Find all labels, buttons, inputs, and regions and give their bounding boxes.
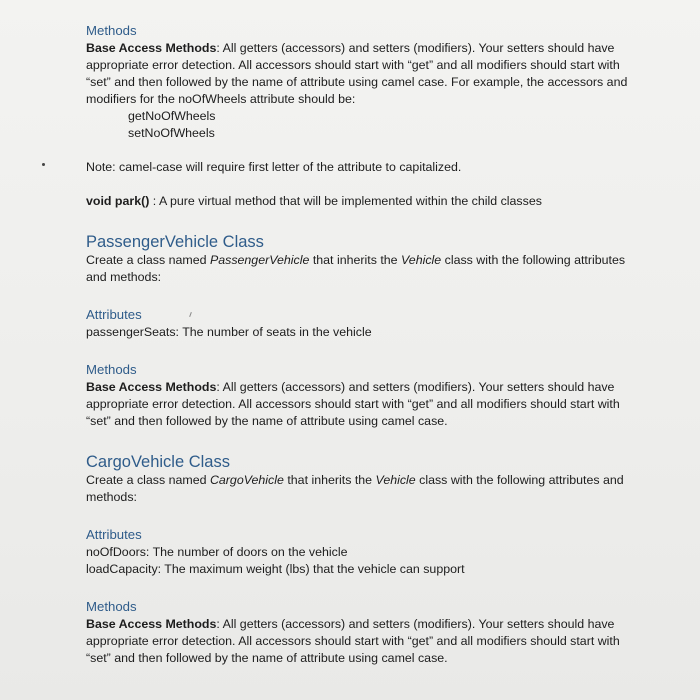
attribute-item: passengerSeats: The number of seats in the vehicle: [86, 325, 372, 339]
vehicle-methods-section: [86, 22, 646, 210]
stray-mark: [42, 163, 45, 166]
methods-subheading: Methods: [86, 362, 137, 377]
parent-class-name: Vehicle: [375, 473, 416, 487]
park-method-label: void park(): [86, 194, 150, 208]
intro-text: that inherits the: [283, 473, 376, 487]
intro-text: that inherits the: [309, 253, 401, 267]
intro-text: class with the following attributes and methods:: [86, 253, 626, 284]
base-access-text: : All getters (accessors) and setters (modifiers). Your setters should have appropriate error detection. All accessors should start with “get” and all modifiers should start with “set” and then followed by the name of attribute using camel case.: [86, 617, 620, 665]
passenger-vehicle-section: [86, 232, 646, 430]
attributes-subheading: Attributes: [86, 527, 142, 542]
camel-case-note: Note: camel-case will require first letter of the attribute to capitalized.: [86, 160, 462, 174]
attributes-subheading: Attributes: [86, 307, 142, 322]
park-method-paragraph: [86, 193, 646, 210]
attribute-item: loadCapacity: The maximum weight (lbs) that the vehicle can support: [86, 562, 465, 576]
class-name: PassengerVehicle: [209, 253, 310, 267]
intro-text: Create a class named: [86, 253, 210, 267]
base-access-text: : All getters (accessors) and setters (modifiers). Your setters should have appropriate error detection. All accessors should start with “get” and all modifiers should start with “set” and then followed by the name of attribute using camel case.: [86, 380, 620, 428]
class-name: CargoVehicle: [209, 473, 284, 487]
base-access-text: : All getters (accessors) and setters (modifiers). Your setters should have appropriate error detection. All accessors should start with “get” and all modifiers should start with “set” and then followed by the name of attribute using camel case. For example, the accessors and modifiers for the noOfWheels attribute should be:: [86, 41, 628, 106]
park-method-text: : A pure virtual method that will be implemented within the child classes: [149, 194, 542, 208]
passenger-intro: [86, 252, 646, 286]
methods-subheading: Methods: [86, 599, 137, 614]
base-access-label: Base Access Methods: [86, 617, 217, 631]
cargo-vehicle-heading: CargoVehicle Class: [86, 453, 230, 471]
passenger-vehicle-heading: PassengerVehicle Class: [86, 233, 264, 251]
base-access-paragraph: [86, 40, 646, 108]
intro-text: class with the following attributes and methods:: [86, 473, 624, 504]
document-page: [86, 22, 646, 667]
getter-example: getNoOfWheels: [128, 109, 216, 123]
intro-text: Create a class named: [86, 473, 210, 487]
base-access-paragraph: [86, 379, 646, 430]
methods-subheading: Methods: [86, 23, 137, 38]
cargo-vehicle-section: [86, 452, 646, 667]
base-access-label: Base Access Methods: [86, 41, 217, 55]
parent-class-name: Vehicle: [401, 253, 442, 267]
base-access-label: Base Access Methods: [86, 380, 217, 394]
attribute-item: noOfDoors: The number of doors on the vehicle: [86, 545, 348, 559]
base-access-paragraph: [86, 616, 646, 667]
cargo-intro: [86, 472, 646, 506]
setter-example: setNoOfWheels: [128, 126, 215, 140]
